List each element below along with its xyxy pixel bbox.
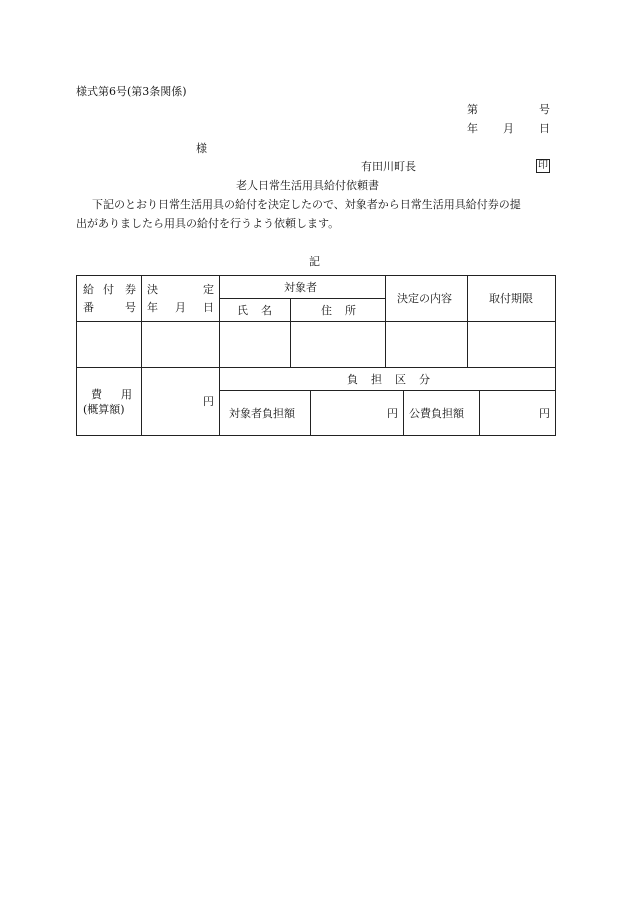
date-year-label: 年 <box>467 122 478 135</box>
decision-year: 年 <box>147 301 158 314</box>
burden-col-line-1 <box>310 390 311 435</box>
date-month-label: 月 <box>503 122 514 135</box>
voucher-no-char-2: 付 <box>103 283 114 296</box>
subject-burden-label: 対象者負担額 <box>229 407 295 420</box>
name-char-2: 名 <box>261 304 272 317</box>
decision-char-2: 定 <box>203 283 214 296</box>
cost-char-1: 費 <box>91 388 102 401</box>
subject-header: 対象者 <box>284 281 317 294</box>
burden-col-line-3 <box>479 390 480 435</box>
cost-col-line <box>141 367 142 435</box>
burden-char-2: 担 <box>371 373 382 386</box>
burden-char-4: 分 <box>419 373 430 386</box>
subject-burden-yen: 円 <box>387 407 398 420</box>
decision-day: 日 <box>203 301 214 314</box>
cost-note: (概算額) <box>83 403 125 416</box>
voucher-no-char-5: 号 <box>125 301 136 314</box>
doc-number-prefix: 第 <box>467 103 478 116</box>
public-burden-label: 公費負担額 <box>409 407 464 420</box>
subject-subheader-line <box>219 298 385 299</box>
header-row-bottom-line <box>77 321 555 322</box>
decision-content-header: 決定の内容 <box>397 292 452 305</box>
voucher-no-char-3: 券 <box>125 283 136 296</box>
col-line-4 <box>385 276 386 367</box>
decision-month: 月 <box>175 301 186 314</box>
document-title: 老人日常生活用具給付依頼書 <box>236 179 379 192</box>
burden-char-1: 負 <box>347 373 358 386</box>
ki-label: 記 <box>309 255 320 268</box>
benefit-table <box>76 275 556 436</box>
form-number: 様式第6号(第3条関係) <box>76 85 187 98</box>
col-line-5 <box>467 276 468 367</box>
burden-char-3: 区 <box>395 373 406 386</box>
address-char-1: 住 <box>321 304 332 317</box>
cost-char-2: 用 <box>121 388 132 401</box>
addressee-honorific: 様 <box>196 142 207 155</box>
cost-yen: 円 <box>203 395 214 408</box>
address-char-2: 所 <box>345 304 356 317</box>
voucher-no-char-1: 給 <box>83 283 94 296</box>
name-char-1: 氏 <box>237 304 248 317</box>
public-burden-yen: 円 <box>539 407 550 420</box>
col-line-2 <box>219 276 220 435</box>
voucher-no-char-4: 番 <box>83 301 94 314</box>
col-line-3 <box>290 298 291 367</box>
burden-col-line-2 <box>403 390 404 435</box>
data-row-bottom-line <box>77 367 555 368</box>
date-day-label: 日 <box>539 122 550 135</box>
decision-char-1: 決 <box>147 283 158 296</box>
issuer-name: 有田川町長 <box>361 160 416 173</box>
seal-mark: 印 <box>538 160 548 171</box>
burden-subheader-line <box>219 390 555 391</box>
body-text-line-1: 下記のとおり日常生活用具の給付を決定したので、対象者から日常生活用具給付券の提 <box>92 198 521 211</box>
body-text-line-2: 出がありましたら用具の給付を行うよう依頼します。 <box>76 217 340 230</box>
col-line-1 <box>141 276 142 367</box>
install-deadline-header: 取付期限 <box>489 292 533 305</box>
doc-number-suffix: 号 <box>539 103 550 116</box>
